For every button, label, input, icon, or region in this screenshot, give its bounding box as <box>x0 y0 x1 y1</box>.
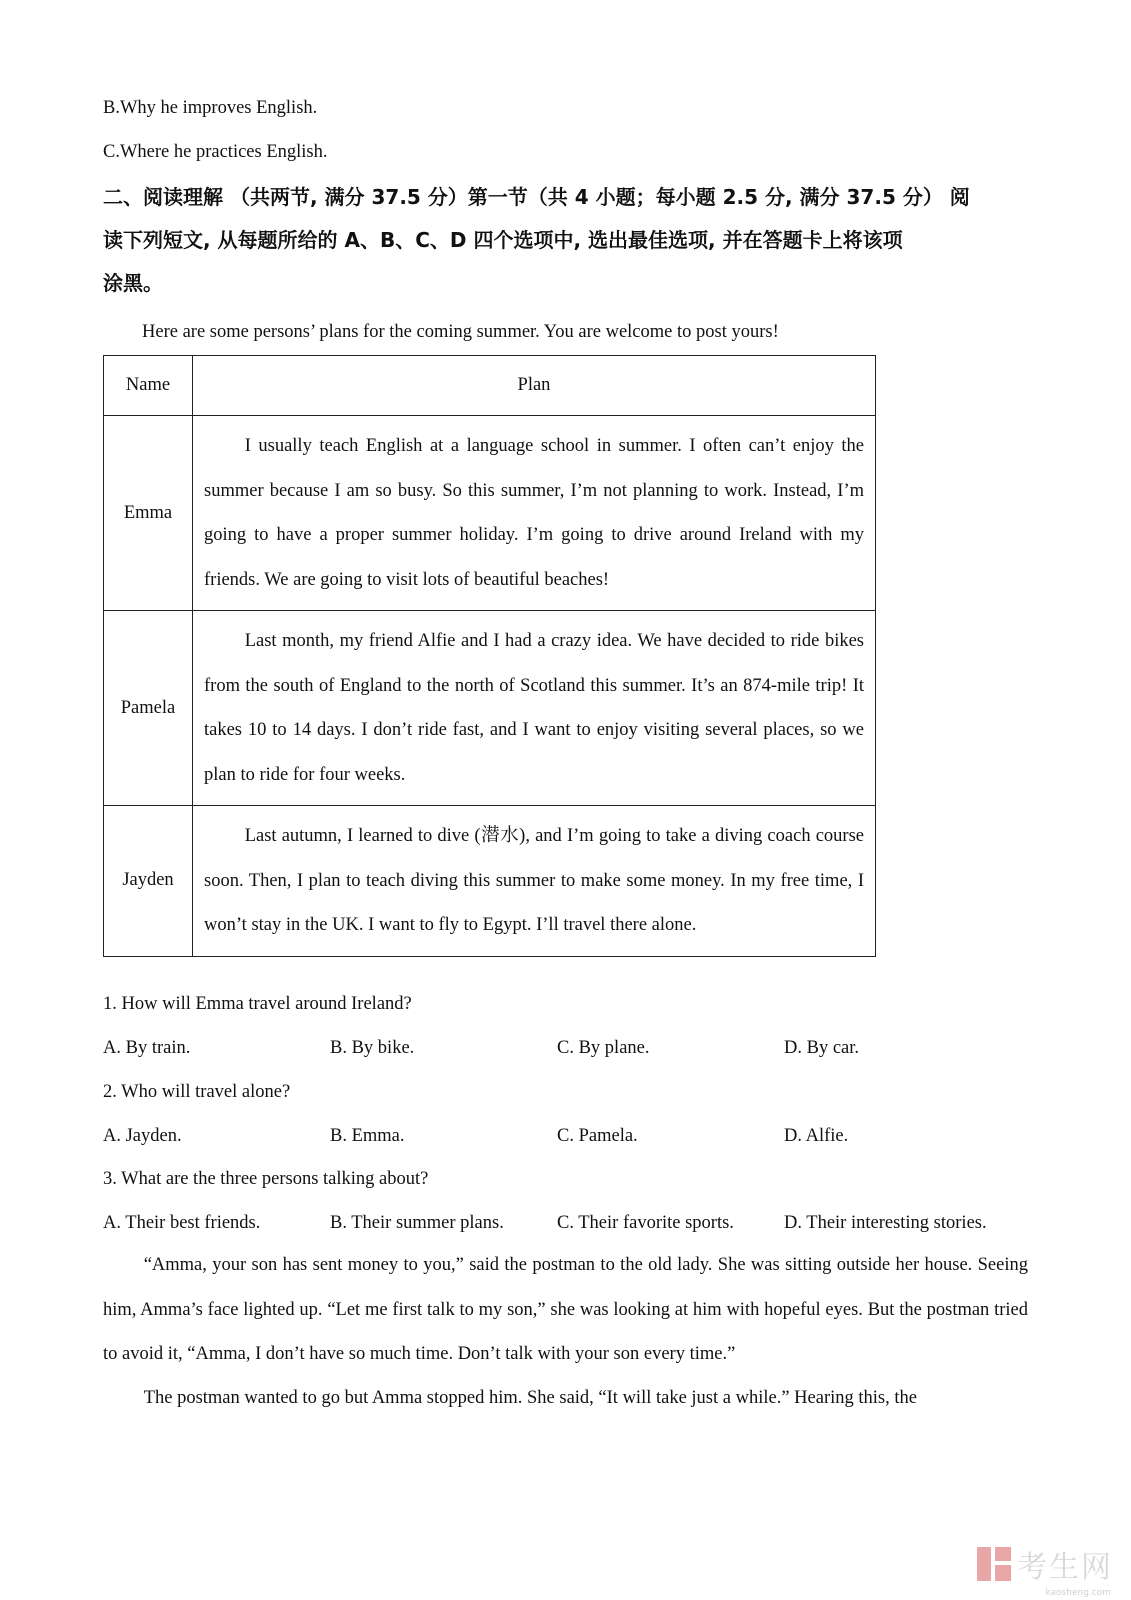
section-heading-line-3: 涂黑。 <box>103 271 163 295</box>
table-row <box>104 416 876 611</box>
option-b-line: B.Why he improves English. <box>103 98 318 118</box>
option-a[interactable]: A. Their best friends. <box>103 1213 261 1233</box>
table-header-row <box>104 356 876 416</box>
row-plan: Last month, my friend Alfie and I had a crazy idea. We have decided to ride bikes from the south of England to the north of Scotland this summer. It’s an 874-mile trip! It takes 10 to 14 days. I don’t ride fast, and I want to enjoy visiting several places, so we plan to ride for four weeks. <box>193 611 876 806</box>
option-c[interactable]: C. Pamela. <box>557 1126 638 1146</box>
intro-text: Here are some persons’ plans for the coming summer. You are welcome to post yours! <box>142 322 779 342</box>
table-row <box>104 806 876 957</box>
option-d[interactable]: D. By car. <box>784 1038 860 1058</box>
option-c[interactable]: C. Their favorite sports. <box>557 1213 734 1233</box>
option-d[interactable]: D. Alfie. <box>784 1126 849 1146</box>
option-c-line: C.Where he practices English. <box>103 142 328 162</box>
option-d[interactable]: D. Their interesting stories. <box>784 1213 987 1233</box>
option-a[interactable]: A. Jayden. <box>103 1126 182 1146</box>
row-name: Jayden <box>104 806 193 957</box>
option-c[interactable]: C. By plane. <box>557 1038 650 1058</box>
question-1-stem: 1. How will Emma travel around Ireland? <box>103 994 412 1014</box>
plans-table <box>103 355 876 957</box>
section-heading-line-1: 二、阅读理解 （共两节, 满分 37.5 分）第一节（共 4 小题；每小题 2.5 分, 满分 37.5 分） 阅 <box>103 185 970 209</box>
question-3-stem: 3. What are the three persons talking about? <box>103 1169 429 1189</box>
header-plan: Plan <box>193 356 876 416</box>
passage-paragraph-1: “Amma, your son has sent money to you,” said the postman to the old lady. She was sitting outside her house. Seeing him, Amma’s face lighted up. “Let me first talk to my son,” she was looking at him with hopeful eyes. But the postman tried to avoid it, “Amma, I don’t have so much time. Don’t talk with your son every time.” <box>103 1255 1028 1364</box>
row-plan: Last autumn, I learned to dive (潜水), and I’m going to take a diving coach course soon. Then, I plan to teach diving this summer to make some money. In my free time, I won’t stay in the UK. I want to fly to Egypt. I’ll travel there alone. <box>193 806 876 957</box>
row-name: Emma <box>104 416 193 611</box>
header-name: Name <box>104 356 193 416</box>
watermark <box>977 1542 1113 1586</box>
option-a[interactable]: A. By train. <box>103 1038 191 1058</box>
section-heading-line-2: 读下列短文, 从每题所给的 A、B、C、D 四个选项中, 选出最佳选项, 并在答题卡上将该项 <box>103 228 903 252</box>
row-name: Pamela <box>104 611 193 806</box>
watermark-logo-icon <box>977 1547 1011 1581</box>
option-b[interactable]: B. By bike. <box>330 1038 415 1058</box>
question-2-stem: 2. Who will travel alone? <box>103 1082 291 1102</box>
watermark-subtext: kaosheng.com <box>1045 1588 1111 1598</box>
row-plan: I usually teach English at a language school in summer. I often can’t enjoy the summer because I am so busy. So this summer, I’m not planning to work. Instead, I’m going to have a proper summer holiday. I’m going to drive around Ireland with my friends. We are going to visit lots of beautiful beaches! <box>193 416 876 611</box>
table-row <box>104 611 876 806</box>
option-b[interactable]: B. Their summer plans. <box>330 1213 504 1233</box>
passage-paragraph-2: The postman wanted to go but Amma stopped him. She said, “It will take just a while.” Hearing this, the <box>143 1388 917 1408</box>
watermark-text: 考生网 <box>1017 1550 1113 1585</box>
option-b[interactable]: B. Emma. <box>330 1126 405 1146</box>
